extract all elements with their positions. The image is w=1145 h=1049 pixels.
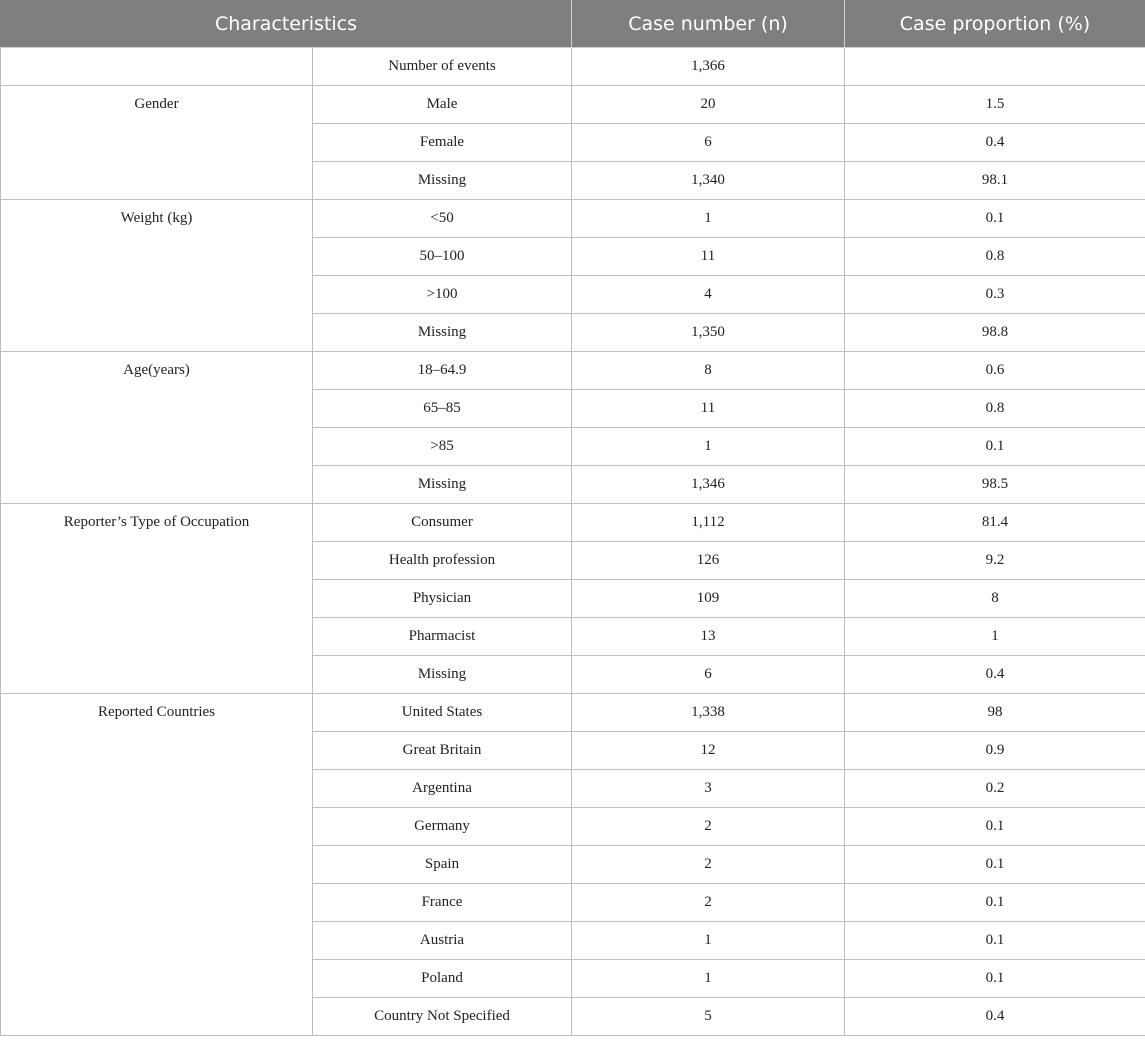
case-proportion-cell: 0.9 <box>845 732 1145 770</box>
case-number-cell: 1,366 <box>572 48 845 86</box>
row-label: France <box>313 884 572 922</box>
row-label: Great Britain <box>313 732 572 770</box>
case-proportion-cell: 0.1 <box>845 428 1145 466</box>
case-proportion-cell: 0.1 <box>845 846 1145 884</box>
row-label: 18–64.9 <box>313 352 572 390</box>
case-number-cell: 20 <box>572 86 845 124</box>
row-label: Poland <box>313 960 572 998</box>
case-number-cell: 11 <box>572 390 845 428</box>
case-number-cell: 1 <box>572 200 845 238</box>
case-proportion-cell: 0.8 <box>845 390 1145 428</box>
row-label: Missing <box>313 656 572 694</box>
row-label: Female <box>313 124 572 162</box>
case-number-cell: 8 <box>572 352 845 390</box>
case-proportion-cell: 9.2 <box>845 542 1145 580</box>
row-label: Male <box>313 86 572 124</box>
header-case-number: Case number (n) <box>572 0 845 48</box>
case-number-cell: 12 <box>572 732 845 770</box>
table-row-events <box>1 48 1145 86</box>
case-number-cell: 1,112 <box>572 504 845 542</box>
case-number-cell: 2 <box>572 846 845 884</box>
row-label: Pharmacist <box>313 618 572 656</box>
case-number-cell: 3 <box>572 770 845 808</box>
row-label: Health profession <box>313 542 572 580</box>
case-number-cell: 11 <box>572 238 845 276</box>
case-number-cell: 1,346 <box>572 466 845 504</box>
case-proportion-cell: 0.4 <box>845 998 1145 1036</box>
case-proportion-cell: 0.1 <box>845 960 1145 998</box>
case-number-cell: 2 <box>572 808 845 846</box>
case-proportion-cell: 0.2 <box>845 770 1145 808</box>
case-proportion-cell: 98 <box>845 694 1145 732</box>
header-row <box>1 0 1145 48</box>
case-proportion-cell: 98.1 <box>845 162 1145 200</box>
row-label: Country Not Specified <box>313 998 572 1036</box>
case-number-cell: 1 <box>572 922 845 960</box>
row-label: Austria <box>313 922 572 960</box>
row-label: >100 <box>313 276 572 314</box>
table-row <box>1 352 1145 390</box>
case-number-cell: 1 <box>572 960 845 998</box>
case-proportion-cell: 0.1 <box>845 922 1145 960</box>
row-label: Number of events <box>313 48 572 86</box>
case-proportion-cell: 0.1 <box>845 884 1145 922</box>
row-label: >85 <box>313 428 572 466</box>
table-row <box>1 504 1145 542</box>
case-proportion-cell: 98.5 <box>845 466 1145 504</box>
table-row <box>1 200 1145 238</box>
case-proportion-cell: 8 <box>845 580 1145 618</box>
row-label: Argentina <box>313 770 572 808</box>
case-proportion-cell: 0.1 <box>845 808 1145 846</box>
table-body <box>1 48 1145 1036</box>
case-number-cell: 109 <box>572 580 845 618</box>
row-label: <50 <box>313 200 572 238</box>
case-number-cell: 5 <box>572 998 845 1036</box>
case-number-cell: 13 <box>572 618 845 656</box>
case-number-cell: 126 <box>572 542 845 580</box>
row-label: Consumer <box>313 504 572 542</box>
case-proportion-cell: 0.8 <box>845 238 1145 276</box>
group-label: Gender <box>1 86 313 200</box>
case-number-cell: 2 <box>572 884 845 922</box>
row-label: Germany <box>313 808 572 846</box>
header-characteristics: Characteristics <box>1 0 572 48</box>
row-label: Missing <box>313 314 572 352</box>
case-proportion-cell: 98.8 <box>845 314 1145 352</box>
case-proportion-cell: 0.6 <box>845 352 1145 390</box>
case-proportion-cell: 1.5 <box>845 86 1145 124</box>
row-label: 50–100 <box>313 238 572 276</box>
case-number-cell: 6 <box>572 124 845 162</box>
row-label: Missing <box>313 162 572 200</box>
group-label: Age(years) <box>1 352 313 504</box>
case-proportion-cell: 0.3 <box>845 276 1145 314</box>
row-label: Missing <box>313 466 572 504</box>
row-label: Physician <box>313 580 572 618</box>
group-label: Reporter’s Type of Occupation <box>1 504 313 694</box>
case-number-cell: 1 <box>572 428 845 466</box>
case-number-cell: 1,350 <box>572 314 845 352</box>
table-row <box>1 86 1145 124</box>
case-proportion-cell: 1 <box>845 618 1145 656</box>
case-proportion-cell: 0.4 <box>845 656 1145 694</box>
table-row <box>1 694 1145 732</box>
row-label: 65–85 <box>313 390 572 428</box>
case-proportion-cell <box>845 48 1145 86</box>
case-number-cell: 4 <box>572 276 845 314</box>
case-proportion-cell: 0.1 <box>845 200 1145 238</box>
case-number-cell: 1,340 <box>572 162 845 200</box>
case-proportion-cell: 81.4 <box>845 504 1145 542</box>
header-case-proportion: Case proportion (%) <box>845 0 1145 48</box>
case-number-cell: 6 <box>572 656 845 694</box>
case-number-cell: 1,338 <box>572 694 845 732</box>
group-cell-empty <box>1 48 313 86</box>
row-label: United States <box>313 694 572 732</box>
group-label: Weight (kg) <box>1 200 313 352</box>
row-label: Spain <box>313 846 572 884</box>
case-proportion-cell: 0.4 <box>845 124 1145 162</box>
group-label: Reported Countries <box>1 694 313 1036</box>
